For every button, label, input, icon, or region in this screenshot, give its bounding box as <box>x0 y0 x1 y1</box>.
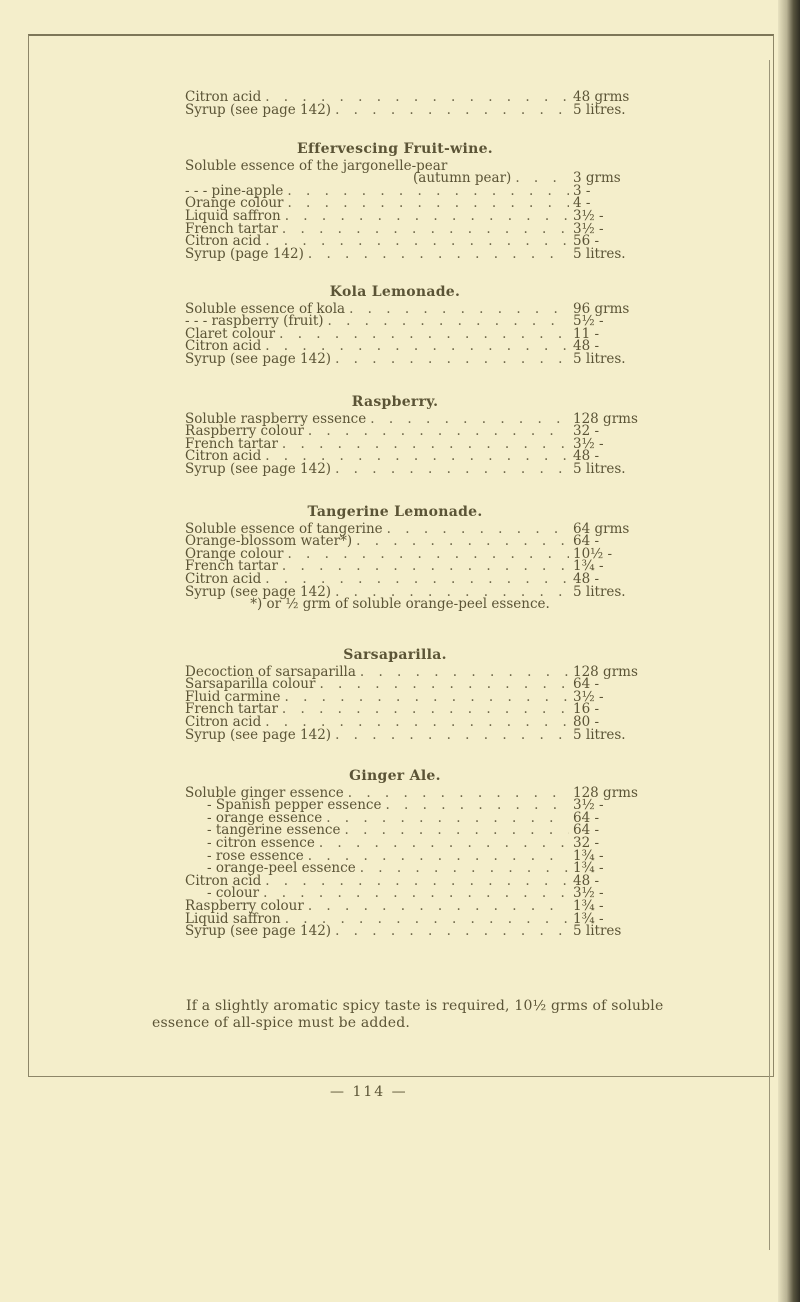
ingredient-amount: 5 litres. <box>573 583 626 600</box>
ingredient-name: Citron acid <box>185 233 262 250</box>
dot-leader <box>282 438 569 451</box>
ingredient-amount: 1¾ - <box>573 847 604 864</box>
book-spine-edge <box>778 0 800 1302</box>
ingredient-row <box>185 460 645 477</box>
ingredient-amount: 3½ - <box>573 885 604 902</box>
page-edge-line <box>769 60 770 1250</box>
ingredient-name: Orange-blossom water*) <box>185 533 353 550</box>
ingredient-amount: 64 - <box>573 676 600 693</box>
ingredient-amount: 64 - <box>573 809 600 826</box>
ingredient-row <box>185 925 645 938</box>
dot-leader <box>328 315 569 328</box>
ingredient-name: - tangerine essence <box>207 822 341 839</box>
ingredient-amount: 1¾ - <box>573 558 604 575</box>
ingredient-name: Citron acid <box>185 570 262 587</box>
dot-leader <box>335 463 569 476</box>
ingredient-amount: 48 - <box>573 448 600 465</box>
ingredient-name: - - - raspberry (fruit) <box>185 313 324 330</box>
closing-paragraph: If a slightly aromatic spicy taste is required, 10½ grms of soluble essence of all-spice must be added. <box>152 998 664 1031</box>
recipe-heading: Ginger Ale. <box>349 768 441 784</box>
ingredient-amount: 48 grms <box>573 89 630 105</box>
dot-leader <box>282 560 569 573</box>
dot-leader <box>319 678 569 691</box>
ingredient-amount: 96 grms <box>573 300 630 317</box>
dot-leader <box>360 862 569 875</box>
ingredient-name: French tartar <box>185 220 278 237</box>
ingredient-amount: 3½ - <box>573 435 604 452</box>
ingredient-amount: 1¾ - <box>573 910 604 927</box>
ingredient-name: Orange colour <box>185 195 284 212</box>
ingredient-name: (autumn pear) <box>413 170 512 187</box>
ingredient-name: - rose essence <box>207 847 304 864</box>
ingredient-amount: 128 grms <box>573 784 638 801</box>
ingredient-amount: 5½ - <box>573 313 604 330</box>
dot-leader <box>515 172 569 185</box>
dot-leader <box>279 328 569 341</box>
ingredient-row <box>185 101 645 118</box>
ingredient-name: Decoction of sarsaparilla <box>185 663 356 680</box>
ingredient-amount: 64 - <box>573 822 600 839</box>
dot-leader <box>349 303 569 316</box>
recipe-section <box>185 396 645 476</box>
recipe-heading: Effervescing Fruit-wine. <box>297 141 493 157</box>
ingredient-amount: 3½ - <box>573 207 604 224</box>
ingredient-amount: 48 - <box>573 570 600 587</box>
dot-leader <box>308 425 569 438</box>
ingredient-amount: 3½ - <box>573 220 604 237</box>
ingredient-name: - citron essence <box>207 834 315 851</box>
ingredient-amount: 32 - <box>573 423 600 440</box>
recipe-heading: Sarsaparilla. <box>343 647 447 663</box>
ingredient-name: Soluble essence of the jargonelle-pear <box>185 157 448 174</box>
recipe-section <box>185 286 645 366</box>
dot-leader <box>356 535 569 548</box>
ingredient-amount: 32 - <box>573 834 600 851</box>
ingredient-name: French tartar <box>185 701 278 718</box>
dot-leader <box>387 523 569 536</box>
ingredient-name: Citron acid <box>185 872 262 889</box>
dot-leader <box>335 104 569 117</box>
ingredient-amount: 3 - <box>573 182 591 199</box>
ingredient-row <box>185 245 645 262</box>
ingredient-name: Syrup (see page 142) <box>185 923 332 940</box>
dot-leader <box>263 887 569 900</box>
dot-leader <box>385 799 569 812</box>
ingredient-amount: 5 litres. <box>573 460 626 477</box>
ingredient-name: - colour <box>207 885 260 902</box>
ingredient-name: Soluble raspberry essence <box>185 410 367 427</box>
ingredient-name: French tartar <box>185 435 278 452</box>
ingredient-name: Claret colour <box>185 325 276 342</box>
ingredient-name: - - - pine-apple <box>185 182 284 199</box>
ingredient-name: Orange colour <box>185 545 284 562</box>
dot-leader <box>335 353 569 366</box>
ingredient-name: Liquid saffron <box>185 207 281 224</box>
ingredient-name: - Spanish pepper essence <box>207 797 382 814</box>
dot-leader <box>287 548 569 561</box>
ingredient-amount: 48 - <box>573 872 600 889</box>
ingredient-name: Raspberry colour <box>185 423 304 440</box>
ingredient-amount: 11 - <box>573 325 600 342</box>
recipe-heading: Tangerine Lemonade. <box>307 504 483 520</box>
ingredient-amount: 1¾ - <box>573 860 604 877</box>
ingredient-name: Soluble ginger essence <box>185 784 344 801</box>
ingredient-name: Citron acid <box>185 89 262 105</box>
dot-leader <box>308 900 569 913</box>
recipe-section <box>185 770 645 938</box>
dot-leader <box>344 824 569 837</box>
ingredient-name: Syrup (see page 142) <box>185 726 332 743</box>
dot-leader <box>370 413 569 426</box>
ingredient-name: Citron acid <box>185 713 262 730</box>
ingredient-name: Soluble essence of kola <box>185 300 346 317</box>
ingredient-amount: 5 litres <box>573 923 622 940</box>
dot-leader <box>335 925 569 938</box>
recipe-heading: Kola Lemonade. <box>329 284 461 300</box>
dot-leader <box>265 235 569 248</box>
ingredient-name: Citron acid <box>185 338 262 355</box>
ingredient-name: Syrup (see page 142) <box>185 350 332 367</box>
page-number: — 114 — <box>330 1084 408 1100</box>
ingredient-name: French tartar <box>185 558 278 575</box>
dot-leader <box>335 729 569 742</box>
recipe-heading: Raspberry. <box>351 394 439 410</box>
ingredient-name: Raspberry colour <box>185 897 304 914</box>
ingredient-amount: 10½ - <box>573 545 613 562</box>
ingredient-amount: 5 litres. <box>573 245 626 262</box>
recipe-section <box>185 506 645 611</box>
ingredient-amount: 16 - <box>573 701 600 718</box>
ingredient-amount: 64 grms <box>573 520 630 537</box>
dot-leader <box>282 703 569 716</box>
ingredient-name: Syrup (page 142) <box>185 245 304 262</box>
dot-leader <box>287 197 569 210</box>
ingredient-name: - orange essence <box>207 809 323 826</box>
ingredient-amount: 64 - <box>573 533 600 550</box>
dot-leader <box>319 837 569 850</box>
ingredient-name: - orange-peel essence <box>207 860 356 877</box>
ingredient-amount: 128 grms <box>573 410 638 427</box>
ingredient-row <box>185 726 645 743</box>
ingredient-name: Sarsaparilla colour <box>185 676 316 693</box>
ingredient-name: Fluid carmine <box>185 688 281 705</box>
ingredient-name: Liquid saffron <box>185 910 281 927</box>
dot-leader <box>360 666 569 679</box>
recipe-section <box>185 91 645 116</box>
dot-leader <box>287 185 569 198</box>
ingredient-amount: 48 - <box>573 338 600 355</box>
ingredient-name: Syrup (see page 142) <box>185 101 332 118</box>
ingredient-amount: 56 - <box>573 233 600 250</box>
ingredient-name: Syrup (see page 142) <box>185 583 332 600</box>
ingredient-name: Syrup (see page 142) <box>185 460 332 477</box>
ingredient-amount: 1¾ - <box>573 897 604 914</box>
ingredient-name: Citron acid <box>185 448 262 465</box>
ingredient-name: Soluble essence of tangerine <box>185 520 383 537</box>
dot-leader <box>285 210 569 223</box>
ingredient-amount: 3½ - <box>573 797 604 814</box>
ingredient-amount: 4 - <box>573 195 591 212</box>
dot-leader <box>265 875 569 888</box>
footnote: *) or ½ grm of soluble orange-peel essence. <box>250 596 550 613</box>
dot-leader <box>308 248 569 261</box>
recipe-section <box>185 143 645 260</box>
dot-leader <box>285 691 570 704</box>
recipe-section <box>185 649 645 741</box>
ingredient-amount: 3 grms <box>573 170 621 187</box>
ingredient-amount: 128 grms <box>573 663 638 680</box>
dot-leader <box>326 812 569 825</box>
ingredient-amount: 3½ - <box>573 688 604 705</box>
ingredient-amount: 5 litres. <box>573 726 626 743</box>
ingredient-amount: 5 litres. <box>573 350 626 367</box>
dot-leader <box>282 223 569 236</box>
ingredient-amount: 80 - <box>573 713 600 730</box>
ingredient-amount: 5 litres. <box>573 101 626 118</box>
ingredient-row <box>185 350 645 367</box>
